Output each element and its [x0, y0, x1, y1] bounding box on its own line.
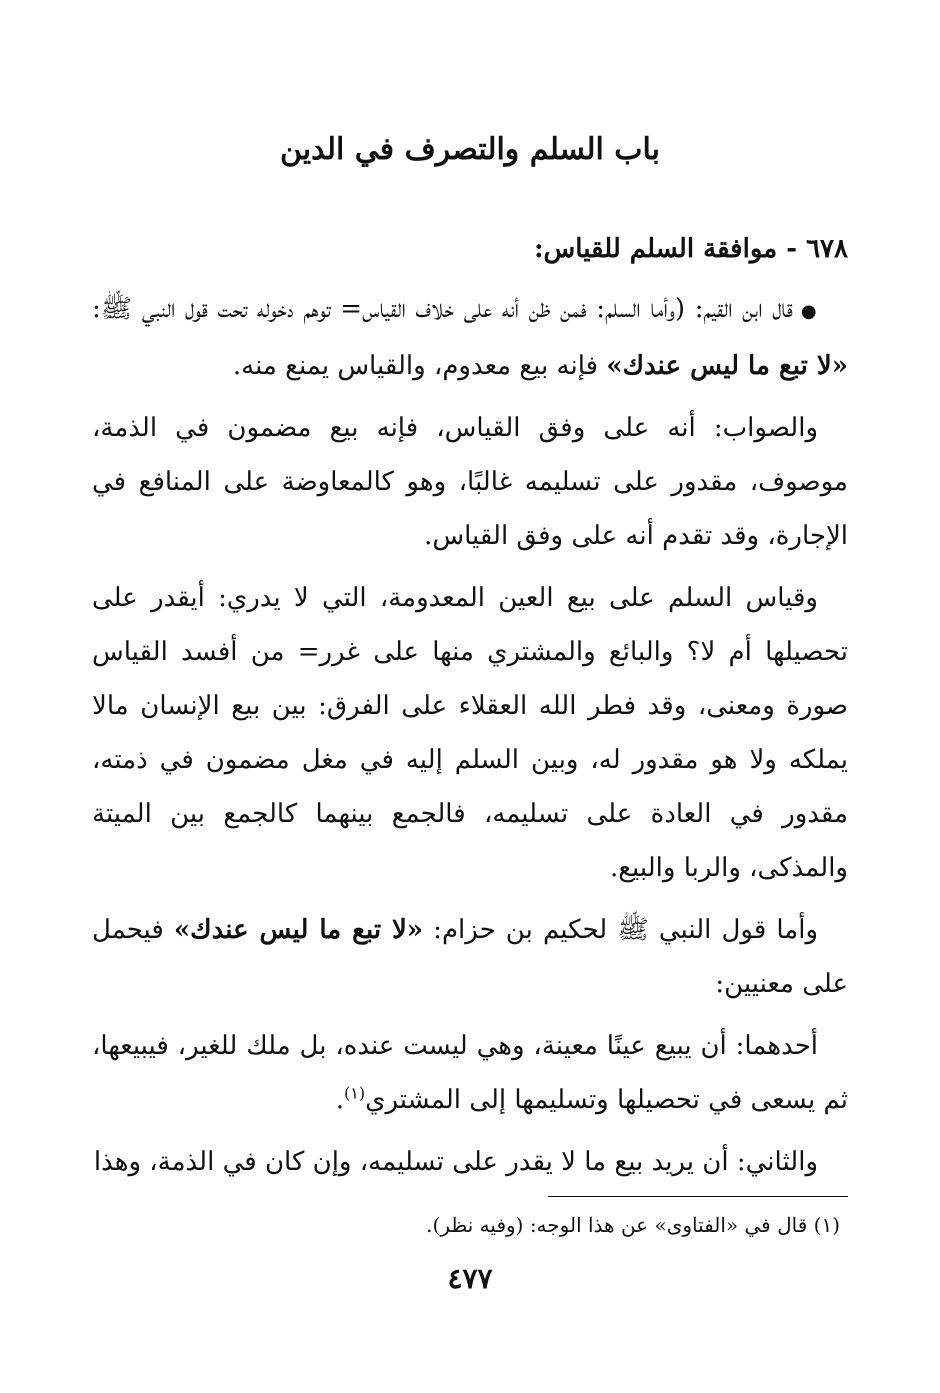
- body-text: [92, 222, 848, 1197]
- hadith-quote: «لا تبع ما ليس عندك»: [606, 351, 848, 381]
- paragraph-6: والثاني: أن يريد بيع ما لا يقدر على تسليمه، وإن كان في الذمة، وهذا: [93, 1147, 818, 1177]
- section-heading: ٦٧٨ - موافقة السلم للقياس:: [533, 234, 848, 264]
- paragraph-1-text-a: قال ابن القيم: (وأما السلم: فمن ظن أنه على خلاف القياس= توهم دخوله تحت قول النبي ﷺ:: [92, 294, 793, 324]
- page-number: ٤٧٧: [447, 1262, 493, 1295]
- footnote-reference: (١): [344, 1083, 366, 1103]
- footnote: (١) قال في «الفتاوى» عن هذا الوجه: (وفيه نظر).: [426, 1213, 840, 1237]
- chapter-title: باب السلم والتصرف في الدين: [279, 132, 661, 167]
- footnote-divider: [548, 1196, 848, 1197]
- hadith-quote: «لا تبع ما ليس عندك»: [173, 915, 424, 945]
- paragraph-2: والصواب: أنه على وفق القياس، فإنه بيع مضمون في الذمة، موصوف، مقدور على تسليمه غالبًا، وهو كالمعاوضة على المنافع في الإجارة، وقد تقدم أنه على وفق القياس.: [92, 413, 848, 551]
- paragraph-1-text-c: فإنه بيع معدوم، والقياس يمنع منه.: [232, 351, 607, 381]
- paragraph-4-text-a: وأما قول النبي ﷺ لحكيم بن حزام:: [423, 915, 819, 945]
- paragraph-4: [92, 903, 848, 1011]
- paragraph-5-text-c: .: [335, 1085, 344, 1115]
- bullet-icon: ●: [800, 301, 818, 322]
- paragraph-5-text-a: أحدهما: أن يبيع عينًا معينة، وهي ليست عنده، بل ملك للغير، فيبيعها، ثم يسعى في تحصيلها وتسليمها إلى المشتري: [92, 1031, 848, 1115]
- paragraph-3: وقياس السلم على بيع العين المعدومة، التي لا يدري: أيقدر على تحصيلها أم لا؟ والبائع والمشتري منها على غرر= من أفسد القياس صورة ومعنى، وقد فطر الله العقلاء على الفرق: بين بيع الإنسان مالا يملكه ولا هو مقدور له، وبين السلم إليه في مغل مضمون في ذمته، مقدور في العادة على تسليمه، فالجمع بينهما كالجمع بين الميتة والمذكى، والربا والبيع.: [92, 583, 848, 883]
- paragraph-1: [92, 282, 848, 393]
- paragraph-4-text-c: فيحمل على معنيين:: [92, 915, 848, 999]
- paragraph-5: [92, 1019, 848, 1127]
